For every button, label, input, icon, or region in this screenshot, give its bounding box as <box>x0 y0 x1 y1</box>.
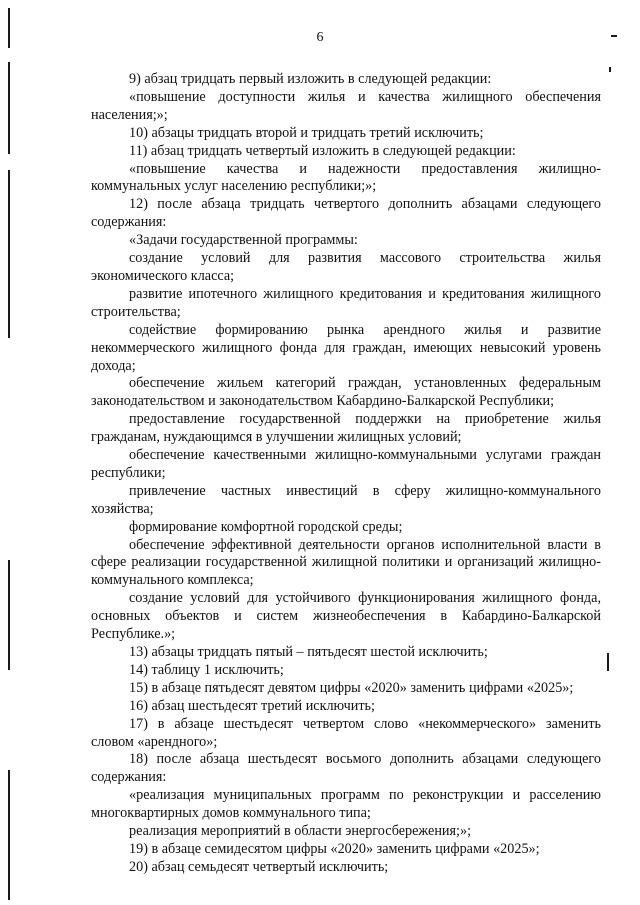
paragraph: «повышение качества и надежности предоставления жилищно-коммунальных услуг населению республики;»; <box>91 160 601 195</box>
paragraph: 13) абзацы тридцать пятый – пятьдесят шестой исключить; <box>129 644 488 660</box>
scan-edge-mark <box>8 170 10 338</box>
document-body <box>91 71 601 877</box>
paragraph: 10) абзацы тридцать второй и тридцать третий исключить; <box>129 124 484 141</box>
paragraph: «повышение доступности жилья и качества жилищного обеспечения населения;»; <box>91 88 601 123</box>
page-number: 6 <box>316 30 324 45</box>
paragraph: предоставление государственной поддержки на приобретение жилья гражданам, нуждающимся в улучшении жилищных условий; <box>91 411 601 446</box>
paragraph: «реализация муниципальных программ по реконструкции и расселению многоквартирных домов коммунального типа; <box>91 787 601 822</box>
scan-edge-mark <box>8 62 10 154</box>
paragraph: 14) таблицу 1 исключить; <box>129 661 284 678</box>
paragraph: реализация мероприятий в области энергосбережения;»; <box>129 823 472 840</box>
paragraph: 16) абзац шестьдесят третий исключить; <box>129 697 375 714</box>
paragraph: 12) после абзаца тридцать четвертого дополнить абзацами следующего содержания: <box>91 196 601 231</box>
paragraph: «Задачи государственной программы: <box>129 232 358 249</box>
scan-edge-mark <box>8 770 10 900</box>
paragraph: 18) после абзаца шестьдесят восьмого дополнить абзацами следующего содержания: <box>91 751 601 786</box>
scan-edge-mark <box>8 560 10 670</box>
paragraph: обеспечение эффективной деятельности органов исполнительной власти в сфере реализации государственной жилищной политики и организаций жилищно-коммунального комплекса; <box>91 536 601 589</box>
paragraph: 9) абзац тридцать первый изложить в следующей редакции: <box>129 71 492 87</box>
scan-speck <box>609 67 611 72</box>
paragraph: создание условий для устойчивого функционирования жилищного фонда, основных объектов и систем жизнеобеспечения в Кабардино-Балкарской Республике.»; <box>91 590 601 643</box>
paragraph: обеспечение качественными жилищно-коммунальными услугами граждан республики; <box>91 447 601 481</box>
paragraph: формирование комфортной городской среды; <box>129 518 403 535</box>
paragraph: 15) в абзаце пятьдесят девятом цифры «2020» заменить цифрами «2025»; <box>129 679 574 696</box>
paragraph: развитие ипотечного жилищного кредитования и кредитования жилищного строительства; <box>91 285 601 320</box>
paragraph: привлечение частных инвестиций в сферу жилищно-коммунального хозяйства; <box>91 482 601 517</box>
paragraph: 20) абзац семьдесят четвертый исключить; <box>129 858 389 875</box>
paragraph: создание условий для развития массового строительства жилья экономического класса; <box>91 250 601 284</box>
paragraph: 19) в абзаце семидесятом цифры «2020» заменить цифрами «2025»; <box>129 840 540 857</box>
paragraph: 17) в абзаце шестьдесят четвертом слово «некоммерческого» заменить словом «арендного»; <box>91 715 601 750</box>
scan-speck <box>607 653 609 671</box>
paragraph: 11) абзац тридцать четвертый изложить в следующей редакции: <box>129 142 516 159</box>
paragraph: содействие формированию рынка арендного жилья и развитие некоммерческого жилищного фонда для граждан, имеющих невысокий уровень дохода; <box>91 321 601 374</box>
paragraph: обеспечение жильем категорий граждан, установленных федеральным законодательством и законодательством Кабардино-Балкарской Республики; <box>91 375 601 410</box>
